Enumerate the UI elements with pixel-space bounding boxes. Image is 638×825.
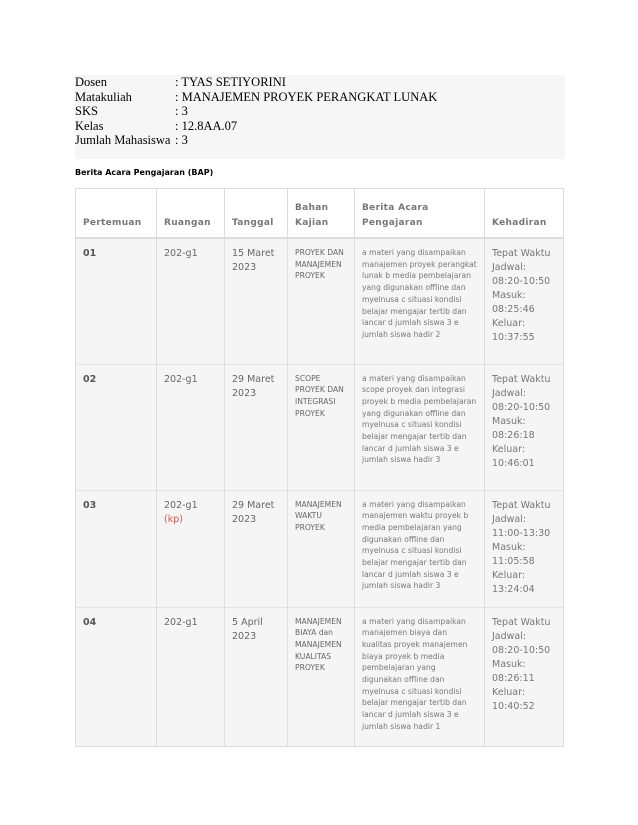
cell-pertemuan: 01 — [76, 238, 157, 364]
field-label: SKS — [75, 104, 98, 118]
cell-tanggal: 29 Maret 2023 — [225, 364, 288, 490]
column-header-kehadiran: Kehadiran — [485, 189, 564, 239]
cell-berita-acara: a materi yang disampaikan manajemen biaya dan kualitas proyek manajemen biaya proyek b media pembelajaran yang digunakan offline dan myelnusa c situasi kondisi belajar mengajar tertib dan lancar d jumlah siswa 3 e jumlah siswa hadir 1 — [355, 607, 485, 746]
masuk-value: 08:26:18 — [492, 429, 535, 441]
ruangan-text: 202-g1 — [164, 499, 198, 511]
field-label: Matakuliah — [75, 89, 132, 104]
keluar-label: Keluar: — [492, 318, 526, 329]
jadwal-value: 08:20-10:50 — [492, 401, 551, 413]
course-info-header — [75, 75, 565, 148]
cell-ruangan — [157, 238, 225, 364]
attendance-status: Tepat Waktu — [492, 616, 551, 628]
attendance-status: Tepat Waktu — [492, 248, 551, 259]
cell-ruangan — [157, 364, 225, 490]
cell-berita-acara: a materi yang disampaikan scope proyek dan integrasi proyek b media pembelajaran yang digunakan offline dan myelnusa c situasi kondisi belajar mengajar tertib dan lancar d jumlah siswa 3 e jumlah siswa hadir 3 — [355, 364, 485, 490]
cell-kehadiran — [485, 607, 564, 746]
cell-pertemuan: 03 — [76, 490, 157, 607]
bap-section-title: Berita Acara Pengajaran (BAP) — [75, 168, 214, 177]
header-row-matakuliah — [75, 90, 565, 105]
ruangan-text: 202-g1 — [164, 373, 198, 385]
field-label: Jumlah Mahasiswa — [75, 133, 171, 147]
table-row — [76, 607, 564, 746]
jadwal-value: 08:20-10:50 — [492, 276, 551, 287]
masuk-label: Masuk: — [492, 415, 526, 427]
cell-kehadiran — [485, 364, 564, 490]
keluar-value: 13:24:04 — [492, 583, 535, 595]
header-row-jumlah-mahasiswa — [75, 133, 565, 148]
ruangan-text: 202-g1 — [164, 248, 198, 259]
keluar-label: Keluar: — [492, 443, 526, 455]
keluar-value: 10:37:55 — [492, 332, 535, 343]
masuk-label: Masuk: — [492, 290, 526, 301]
header-row-sks — [75, 104, 565, 119]
masuk-label: Masuk: — [492, 658, 526, 670]
column-header-ruangan: Ruangan — [157, 189, 225, 239]
bap-table — [75, 188, 564, 747]
keluar-label: Keluar: — [492, 569, 526, 581]
cell-kehadiran — [485, 238, 564, 364]
cell-tanggal: 15 Maret 2023 — [225, 238, 288, 364]
jadwal-value: 11:00-13:30 — [492, 527, 551, 539]
masuk-value: 08:25:46 — [492, 304, 535, 315]
attendance-status: Tepat Waktu — [492, 499, 551, 511]
keluar-label: Keluar: — [492, 686, 526, 698]
cell-tanggal: 29 Maret 2023 — [225, 490, 288, 607]
jadwal-label: Jadwal: — [492, 513, 527, 525]
table-row — [76, 364, 564, 490]
table-row — [76, 238, 564, 364]
masuk-value: 08:26:11 — [492, 672, 535, 684]
jadwal-label: Jadwal: — [492, 630, 527, 642]
cell-bahan-kajian: MANAJEMEN BIAYA dan MANAJEMEN KUALITAS PROYEK — [288, 607, 355, 746]
cell-berita-acara: a materi yang disampaikan manajemen waktu proyek b media pembelajaran yang digunakan offline dan myelnusa c situasi kondisi belajar mengajar tertib dan lancar d jumlah siswa 3 e jumlah siswa hadir 3 — [355, 490, 485, 607]
column-header-bahan-kajian: Bahan Kajian — [288, 189, 355, 239]
field-value: : 3 — [175, 104, 188, 118]
column-header-pertemuan: Pertemuan — [76, 189, 157, 239]
cell-bahan-kajian: SCOPE PROYEK DAN INTEGRASI PROYEK — [288, 364, 355, 490]
field-value: : MANAJEMEN PROYEK PERANGKAT LUNAK — [175, 89, 438, 104]
field-value: : 12.8AA.07 — [175, 118, 238, 133]
jadwal-value: 08:20-10:50 — [492, 644, 551, 656]
cell-pertemuan: 04 — [76, 607, 157, 746]
cell-ruangan — [157, 490, 225, 607]
cell-berita-acara: a materi yang disampaikan manajemen proyek perangkat lunak b media pembelajaran yang digunakan offline dan myelnusa c situasi kondisi belajar mengajar tertib dan lancar d jumlah siswa 3 e jumlah siswa hadir 2 — [355, 238, 485, 364]
table-header-row — [76, 189, 564, 239]
masuk-label: Masuk: — [492, 541, 526, 553]
field-label: Dosen — [75, 75, 107, 89]
cell-ruangan — [157, 607, 225, 746]
header-row-dosen — [75, 75, 565, 90]
table-row — [76, 490, 564, 607]
masuk-value: 11:05:58 — [492, 555, 535, 567]
column-header-berita-acara: Berita Acara Pengajaran — [355, 189, 485, 239]
field-value: : 3 — [175, 133, 188, 147]
jadwal-label: Jadwal: — [492, 262, 527, 273]
ruangan-tag: (kp) — [164, 513, 183, 525]
cell-bahan-kajian: PROYEK DAN MANAJEMEN PROYEK — [288, 238, 355, 364]
field-label: Kelas — [75, 118, 104, 133]
cell-kehadiran — [485, 490, 564, 607]
cell-pertemuan: 02 — [76, 364, 157, 490]
column-header-tanggal: Tanggal — [225, 189, 288, 239]
cell-tanggal: 5 April 2023 — [225, 607, 288, 746]
field-value: : TYAS SETIYORINI — [175, 75, 286, 89]
header-row-kelas — [75, 119, 565, 134]
keluar-value: 10:46:01 — [492, 457, 535, 469]
ruangan-text: 202-g1 — [164, 616, 198, 628]
attendance-status: Tepat Waktu — [492, 373, 551, 385]
keluar-value: 10:40:52 — [492, 700, 535, 712]
cell-bahan-kajian: MANAJEMEN WAKTU PROYEK — [288, 490, 355, 607]
jadwal-label: Jadwal: — [492, 387, 527, 399]
